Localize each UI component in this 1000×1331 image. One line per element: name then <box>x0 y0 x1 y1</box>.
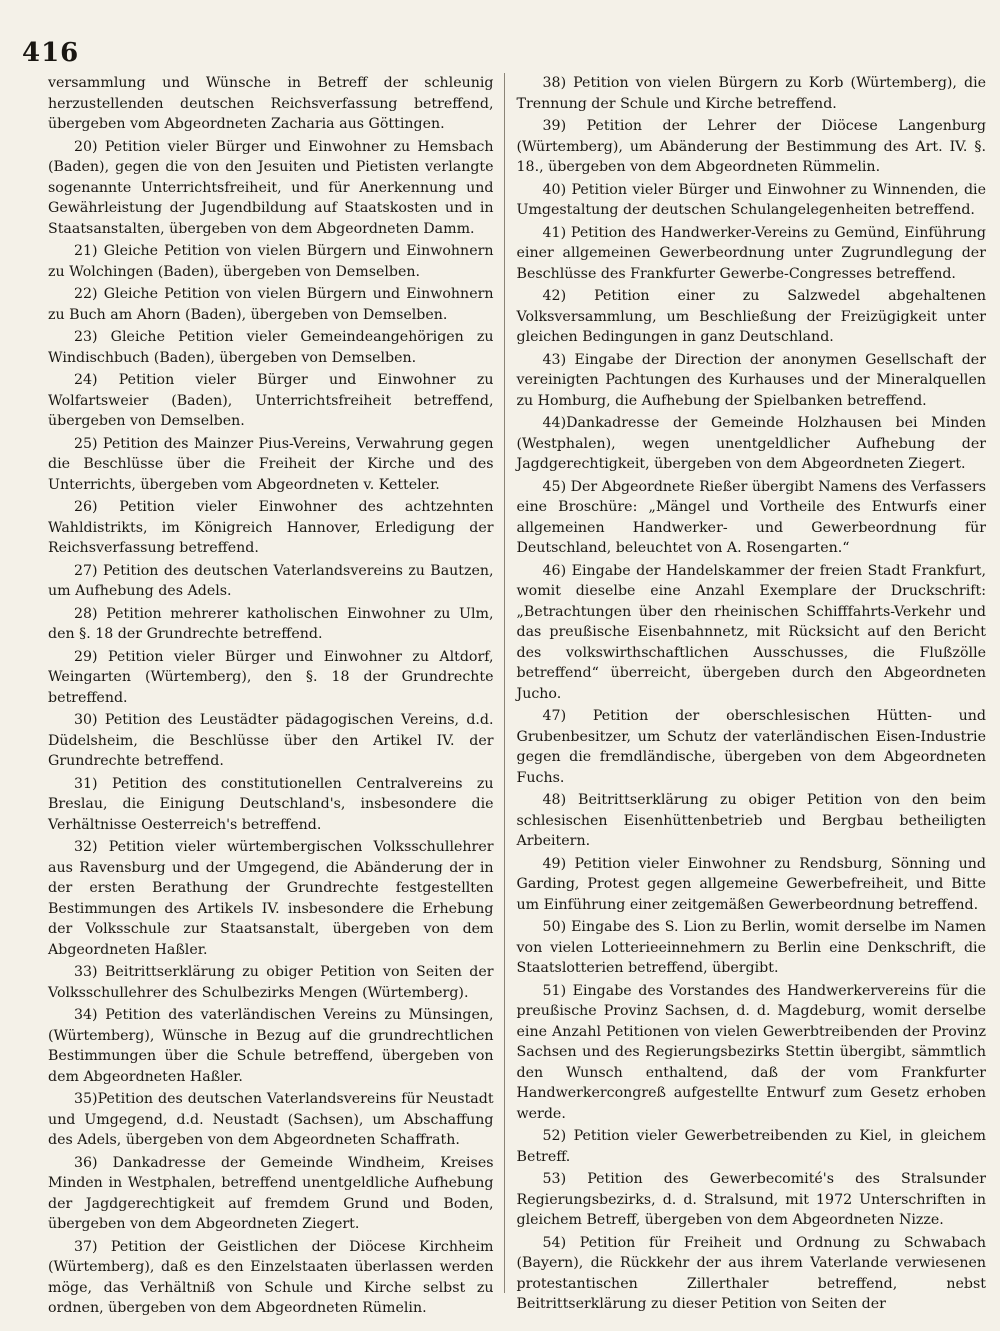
petition-entry: 34) Petition des vaterländischen Vereins zu Münsingen, (Würtemberg), Wünsche in Bezug auf die grundrechtlichen Bestimmungen über die Schule betreffend, übergeben von dem Abgeordneten Haßler. <box>48 1007 494 1085</box>
petition-entry: 39) Petition der Lehrer der Diöcese Langenburg (Würtemberg), um Abänderung der Bestimmung des Art. IV. §. 18., übergeben von dem Abgeordneten Rümmelin. <box>516 118 986 175</box>
petition-entry: 54) Petition für Freiheit und Ordnung zu Schwabach (Bayern), die Rückkehr der aus ihrem Vaterlande verwiesenen protestantischen Zillerthaler betreffend, nebst Beitrittserklärung zu dieser Petition von Seiten der <box>516 1234 986 1312</box>
petition-entry: 35)Petition des deutschen Vaterlandsvereins für Neustadt und Umgegend, d.d. Neustadt (Sachsen), um Abschaffung des Adels, übergeben von dem Abgeordneten Schaffrath. <box>48 1091 494 1148</box>
petition-entry: 22) Gleiche Petition von vielen Bürgern und Einwohnern zu Buch am Ahorn (Baden), übergeben von Demselben. <box>48 286 494 323</box>
petition-entry: 29) Petition vieler Bürger und Einwohner zu Altdorf, Weingarten (Würtemberg), den §. 18 der Grundrechte betreffend. <box>48 648 494 706</box>
petition-entry: 25) Petition des Mainzer Pius-Vereins, Verwahrung gegen die Beschlüsse über die Freiheit der Kirche und des Unterrichts, übergeben vom Abgeordneten v. Ketteler. <box>48 435 494 493</box>
petition-entry: 47) Petition der oberschlesischen Hütten- und Grubenbesitzer, um Schutz der vaterländischen Eisen-Industrie gegen die fremdländische, übergeben von dem Abgeordneten Fuchs. <box>516 708 986 786</box>
left-column <box>22 73 504 1331</box>
petition-entry: 48) Beitrittserklärung zu obiger Petition von den beim schlesischen Eisenhüttenbetrieb und Bergbau betheiligten Arbeitern. <box>516 792 986 849</box>
petition-entry: 53) Petition des Gewerbecomité's des Stralsunder Regierungsbezirks, d. d. Stralsund, mit 1972 Unterschriften in gleichem Betreff, übergeben von dem Abgeordneten Nizze. <box>516 1171 986 1228</box>
petition-entry: 27) Petition des deutschen Vaterlandsvereins zu Bautzen, um Aufhebung des Adels. <box>48 562 494 599</box>
petition-entry: 30) Petition des Leustädter pädagogischen Vereins, d.d. Düdelsheim, die Beschlüsse über den Artikel IV. der Grundrechte betreffend. <box>48 712 494 769</box>
petition-entry: 21) Gleiche Petition von vielen Bürgern und Einwohnern zu Wolchingen (Baden), übergeben von Demselben. <box>48 243 494 280</box>
petition-entry: 24) Petition vieler Bürger und Einwohner zu Wolfartsweier (Baden), Unterrichtsfreiheit betreffend, übergeben von Demselben. <box>48 372 494 429</box>
petition-entry: 49) Petition vieler Einwohner zu Rendsburg, Sönning und Garding, Protest gegen allgemeine Gewerbefreiheit, und Bitte um Einführung einer zeitgemäßen Gewerbeordnung betreffend. <box>516 855 986 913</box>
petition-entry: 44)Dankadresse der Gemeinde Holzhausen bei Minden (Westphalen), wegen unentgeldlicher Aufhebung der Jagdgerechtigkeit, übergeben von dem Abgeordneten Ziegert. <box>516 415 986 472</box>
petition-entry: 40) Petition vieler Bürger und Einwohner zu Winnenden, die Umgestaltung der deutschen Schulangelegenheiten betreffend. <box>516 181 986 218</box>
petition-entry: 38) Petition von vielen Bürgern zu Korb (Würtemberg), die Trennung der Schule und Kirche betreffend. <box>516 75 986 112</box>
right-column <box>505 73 986 1331</box>
petition-entry: 31) Petition des constitutionellen Centralvereins zu Breslau, die Einigung Deutschland's, insbesondere die Verhältnisse Oesterreich's betreffend. <box>48 775 494 833</box>
petition-entry: 37) Petition der Geistlichen der Diöcese Kirchheim (Würtemberg), daß es den Einzelstaaten überlassen werden möge, das Verhältniß von Schule und Kirche selbst zu ordnen, übergeben von dem Abgeordneten Rümelin. <box>48 1238 494 1316</box>
petition-entry: versammlung und Wünsche in Betreff der schleunig herzustellenden deutschen Reichsverfassung betreffend, übergeben vom Abgeordneten Zacharia aus Göttingen. <box>48 75 494 132</box>
petition-entry: 33) Beitrittserklärung zu obiger Petition von Seiten der Volksschullehrer des Schulbezirks Mengen (Würtemberg). <box>48 964 494 1001</box>
petition-entry: 20) Petition vieler Bürger und Einwohner zu Hemsbach (Baden), gegen die von den Jesuiten und Pietisten verlangte sogenannte Unterrichtsfreiheit, und für Anerkennung und Gewährleistung der Jugendbildung auf Staatskosten und in Staatsanstalten, übergeben von dem Abgeordneten Damm. <box>48 138 494 237</box>
petition-entry: 32) Petition vieler würtembergischen Volksschullehrer aus Ravensburg und der Umgegend, die Abänderung der in der ersten Berathung der Grundrechte festgestellten Bestimmungen des Artikels IV. insbesondere die Erhebung der Volksschule zur Staatsanstalt, übergeben von dem Abgeordneten Haßler. <box>48 839 494 958</box>
petition-entry: 28) Petition mehrerer katholischen Einwohner zu Ulm, den §. 18 der Grundrechte betreffend. <box>48 605 494 642</box>
petition-entry: 46) Eingabe der Handelskammer der freien Stadt Frankfurt, womit dieselbe eine Anzahl Exemplare der Druckschrift: „Betrachtungen über den rheinischen Schifffahrts-Verkehr und das preußische Eisenbahnnetz, mit Rücksicht auf den Bericht des volkswirthschaftlichen Ausschusses, die Flußzölle betreffend“ überreicht, übergeben durch den Abgeordneten Jucho. <box>516 562 986 702</box>
petition-entry: 42) Petition einer zu Salzwedel abgehaltenen Volksversammlung, um Beschließung der Freizügigkeit unter gleichen Bedingungen in ganz Deutschland. <box>516 288 986 345</box>
petition-entry: 50) Eingabe des S. Lion zu Berlin, womit derselbe im Namen von vielen Lotterieeinnehmern zu Berlin eine Denkschrift, die Staatslotterien betreffend, übergibt. <box>516 919 986 976</box>
petition-entry: 23) Gleiche Petition vieler Gemeindeangehörigen zu Windischbuch (Baden), übergeben von Demselben. <box>48 329 494 366</box>
petition-entry: 45) Der Abgeordnete Rießer übergibt Namens des Verfassers eine Broschüre: „Mängel und Vortheile des Entwurfs einer allgemeinen Handwerker- und Gewerbeordnung für Deutschland, beleuchtet von A. Rosengarten.“ <box>516 478 986 556</box>
petition-entry: 51) Eingabe des Vorstandes des Handwerkervereins für die preußische Provinz Sachsen, d. d. Magdeburg, womit derselbe eine Anzahl Petitionen von vielen Gewerbtreibenden der Provinz Sachsen und des Regierungsbezirks Stettin übergibt, sämmtlich den Wunsch enthaltend, daß der vom Frankfurter Handwerkercongreß aufgestellte Entwurf zum Gesetz erhoben werde. <box>516 982 986 1122</box>
petition-entry: 52) Petition vieler Gewerbetreibenden zu Kiel, in gleichem Betreff. <box>516 1128 986 1165</box>
text-columns <box>22 73 986 1331</box>
petition-entry: 26) Petition vieler Einwohner des achtzehnten Wahldistrikts, im Königreich Hannover, Erledigung der Reichsverfassung betreffend. <box>48 499 494 556</box>
petition-entry: 41) Petition des Handwerker-Vereins zu Gemünd, Einführung einer allgemeinen Gewerbeordnung unter Zugrundlegung der Beschlüsse des Frankfurter Gewerbe-Congresses betreffend. <box>516 224 986 282</box>
petition-entry: 43) Eingabe der Direction der anonymen Gesellschaft der vereinigten Pachtungen des Kurhauses und der Mineralquellen zu Homburg, die Aufhebung der Spielbanken betreffend. <box>516 351 986 409</box>
petition-entry: 36) Dankadresse der Gemeinde Windheim, Kreises Minden in Westphalen, betreffend unentgeldliche Aufhebung der Jagdgerechtigkeit auf fremdem Grund und Boden, übergeben von dem Abgeordneten Ziegert. <box>48 1154 494 1232</box>
page-number: 416 <box>22 38 80 68</box>
